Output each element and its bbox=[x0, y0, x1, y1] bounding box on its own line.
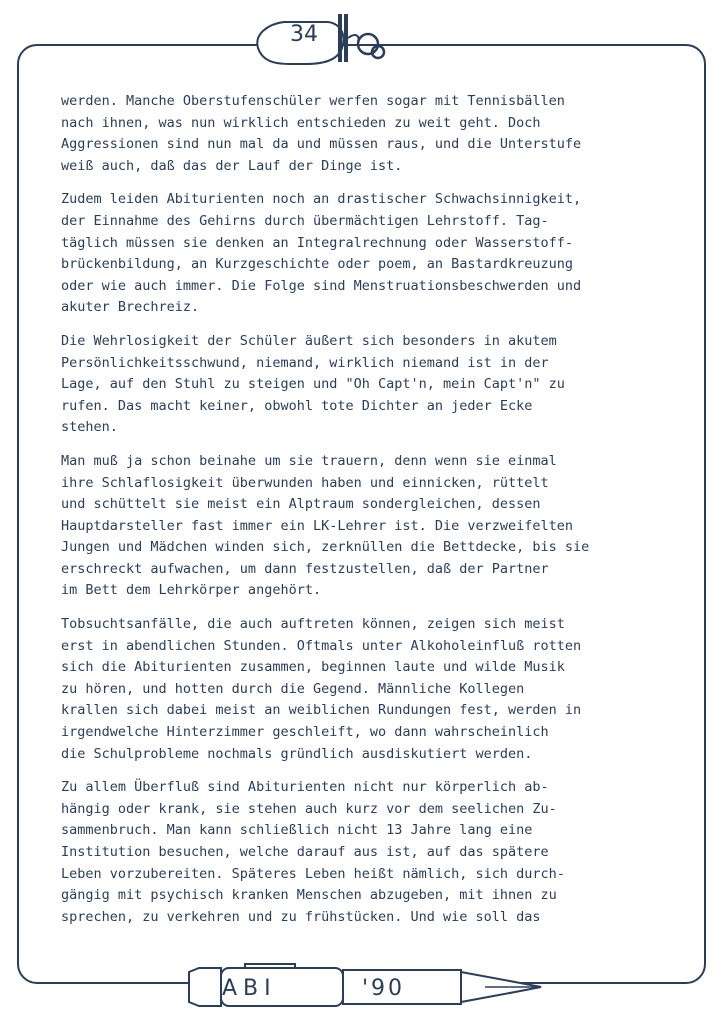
text-line: hängig oder krank, sie stehen auch kurz vor dem seelichen Zu- bbox=[61, 800, 557, 817]
text-line: brückenbildung, an Kurzgeschichte oder poem, an Bastardkreuzung bbox=[61, 256, 574, 273]
text-line: oder wie auch immer. Die Folge sind Menstruationsbeschwerden und bbox=[61, 277, 582, 294]
text-line: Tobsuchtsanfälle, die auch auftreten können, zeigen sich meist bbox=[61, 616, 565, 633]
text-line: im Bett dem Lehrkörper angehört. bbox=[61, 582, 322, 599]
text-line: erst in abendlichen Stunden. Oftmals unter Alkoholeinfluß rotten bbox=[61, 637, 582, 654]
text-line: sich die Abiturienten zusammen, beginnen laute und wilde Musik bbox=[61, 659, 565, 676]
paragraph bbox=[61, 614, 661, 765]
text-line: akuter Brechreiz. bbox=[61, 299, 200, 316]
text-line: ihre Schlaflosigkeit überwunden haben und einnicken, rüttelt bbox=[61, 474, 549, 491]
paragraph bbox=[61, 189, 661, 319]
text-line: irgendwelche Hinterzimmer geschleift, wo dann wahrscheinlich bbox=[61, 724, 549, 741]
text-line: stehen. bbox=[61, 419, 118, 436]
text-line: Persönlichkeitsschwund, niemand, wirklich niemand ist in der bbox=[61, 354, 549, 371]
text-line: nach ihnen, was nun wirklich entschieden zu weit geht. Doch bbox=[61, 114, 541, 131]
text-line: erschreckt aufwachen, um dann festzustellen, daß der Partner bbox=[61, 560, 549, 577]
text-line: krallen sich dabei meist an weiblichen Rundungen fest, werden in bbox=[61, 702, 582, 719]
text-line: Leben vorzubereiten. Späteres Leben heißt nämlich, sich durch- bbox=[61, 865, 565, 882]
text-line: die Schulprobleme nochmals gründlich ausdiskutiert werden. bbox=[61, 745, 533, 762]
text-line: der Einnahme des Gehirns durch übermächtigen Lehrstoff. Tag- bbox=[61, 212, 549, 229]
text-line: weiß auch, daß das der Lauf der Dinge ist. bbox=[61, 157, 403, 174]
footer-abi-label: ABI bbox=[222, 976, 277, 1001]
footer-year-label: '90 bbox=[362, 976, 406, 1001]
text-line: Die Wehrlosigkeit der Schüler äußert sich besonders in akutem bbox=[61, 332, 557, 349]
text-line: Hauptdarsteller fast immer ein LK-Lehrer ist. Die verzweifelten bbox=[61, 517, 574, 534]
text-line: Aggressionen sind nun mal da und müssen raus, und die Unterstufe bbox=[61, 136, 582, 153]
paragraph bbox=[61, 91, 661, 177]
text-line: gängig mit psychisch kranken Menschen abzugeben, mit ihnen zu bbox=[61, 887, 557, 904]
text-line: Lage, auf den Stuhl zu steigen und "Oh Capt'n, mein Capt'n" zu bbox=[61, 376, 565, 393]
article-body bbox=[61, 91, 661, 940]
text-line: werden. Manche Oberstufenschüler werfen sogar mit Tennisbällen bbox=[61, 93, 565, 109]
text-line: Institution besuchen, welche darauf aus ist, auf das spätere bbox=[61, 844, 549, 860]
text-line: sammenbruch. Man kann schließlich nicht 13 Jahre lang eine bbox=[61, 822, 533, 839]
paragraph bbox=[61, 777, 661, 928]
text-line: Zu allem Überfluß sind Abiturienten nicht nur körperlich ab- bbox=[61, 779, 549, 796]
text-line: Zudem leiden Abiturienten noch an drastischer Schwachsinnigkeit, bbox=[61, 191, 582, 208]
text-line: Jungen und Mädchen winden sich, zerknüllen die Bettdecke, bis sie bbox=[61, 539, 590, 556]
text-line: täglich müssen sie denken an Integralrechnung oder Wasserstoff- bbox=[61, 234, 574, 251]
text-line: und schüttelt sie meist ein Alptraum sondergleichen, dessen bbox=[61, 496, 541, 513]
paragraph bbox=[61, 451, 661, 602]
text-line: sprechen, zu verkehren und zu frühstücken. Und wie soll das bbox=[61, 908, 541, 925]
text-line: Man muß ja schon beinahe um sie trauern, denn wenn sie einmal bbox=[61, 452, 557, 469]
page-number: 34 bbox=[290, 22, 318, 47]
paragraph bbox=[61, 331, 661, 439]
text-line: zu hören, und hotten durch die Gegend. Männliche Kollegen bbox=[61, 680, 525, 697]
text-line: rufen. Das macht keiner, obwohl tote Dichter an jeder Ecke bbox=[61, 397, 533, 414]
